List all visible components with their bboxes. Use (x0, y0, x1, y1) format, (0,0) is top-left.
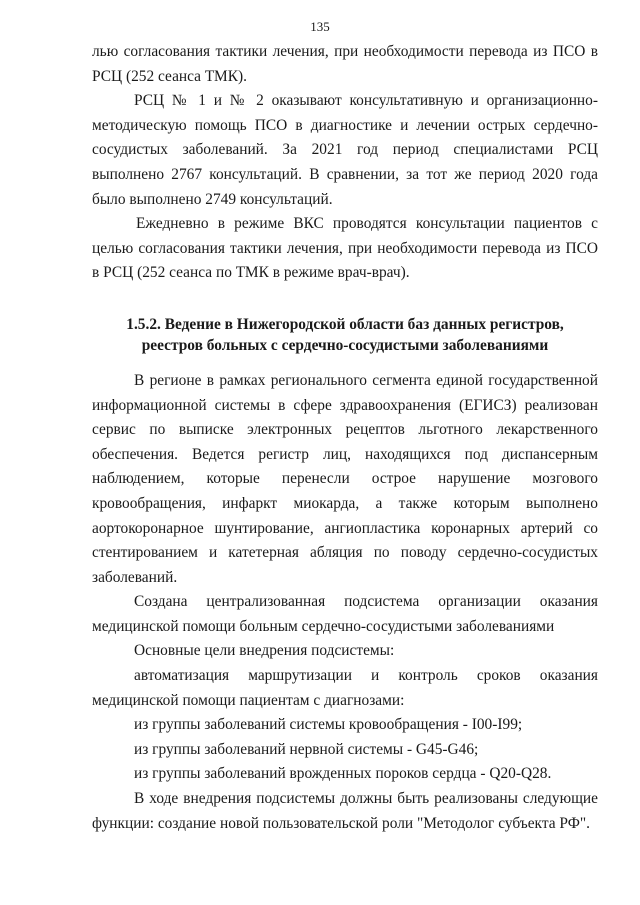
section-heading (92, 314, 598, 356)
paragraph-continuation: лью согласования тактики лечения, при необходимости перевода из ПСО в РСЦ (252 сеанса ТМК). (92, 43, 598, 85)
section-heading-line-2: реестров больных с сердечно-сосудистыми заболеваниями (141, 336, 549, 354)
paragraph-goals-intro: Основные цели внедрения подсистемы: (134, 642, 395, 660)
paragraph-daily-vks: Ежедневно в режиме ВКС проводятся консультации пациентов с целью согласования тактики лечения, при необходимости перевода из ПСО в РСЦ (252 сеанса по ТМК в режиме врач-врач). (92, 215, 598, 282)
paragraph-routing-automation: автоматизация маршрутизации и контроль сроков оказания медицинской помощи пациентам с диагнозами: (92, 667, 598, 709)
section-heading-line-1: 1.5.2. Ведение в Нижегородской области баз данных регистров, (126, 315, 564, 333)
paragraph-functions: В ходе внедрения подсистемы должны быть реализованы следующие функции: создание новой пользовательской роли "Методолог субъекта РФ". (92, 790, 598, 832)
paragraph-centralized-subsystem: Создана централизованная подсистема организации оказания медицинской помощи больным сердечно-сосудистыми заболеваниями (92, 593, 598, 635)
paragraph-rsc-consultations: РСЦ № 1 и № 2 оказывают консультативную и организационно-методическую помощь ПСО в диагностике и лечении острых сердечно-сосудистых заболеваний. За 2021 год период специалистами РСЦ выполнено 2767 консультаций. В сравнении, за тот же период 2020 года было выполнено 2749 консультаций. (92, 92, 598, 208)
list-item-nervous: из группы заболеваний нервной системы - G45-G46; (134, 740, 479, 758)
list-item-congenital: из группы заболеваний врожденных пороков сердца - Q20-Q28. (134, 765, 552, 783)
list-item-circulatory: из группы заболеваний системы кровообращения - I00-I99; (134, 716, 523, 734)
page-number: 135 (310, 19, 330, 34)
document-body (92, 40, 598, 836)
paragraph-egisz-registry: В регионе в рамках регионального сегмента единой государственной информационной системы в сфере здравоохранения (ЕГИСЗ) реализован сервис по выписке электронных рецептов льготного лекарственного обеспечения. Ведется регистр лиц, находящихся под диспансерным наблюдением, которые перенесли острое нарушение мозгового кровообращения, инфаркт миокарда, а также которым выполнено аортокоронарное шунтирование, ангиопластика коронарных артерий со стентированием и катетерная абляция по поводу сердечно-сосудистых заболеваний. (92, 371, 598, 586)
